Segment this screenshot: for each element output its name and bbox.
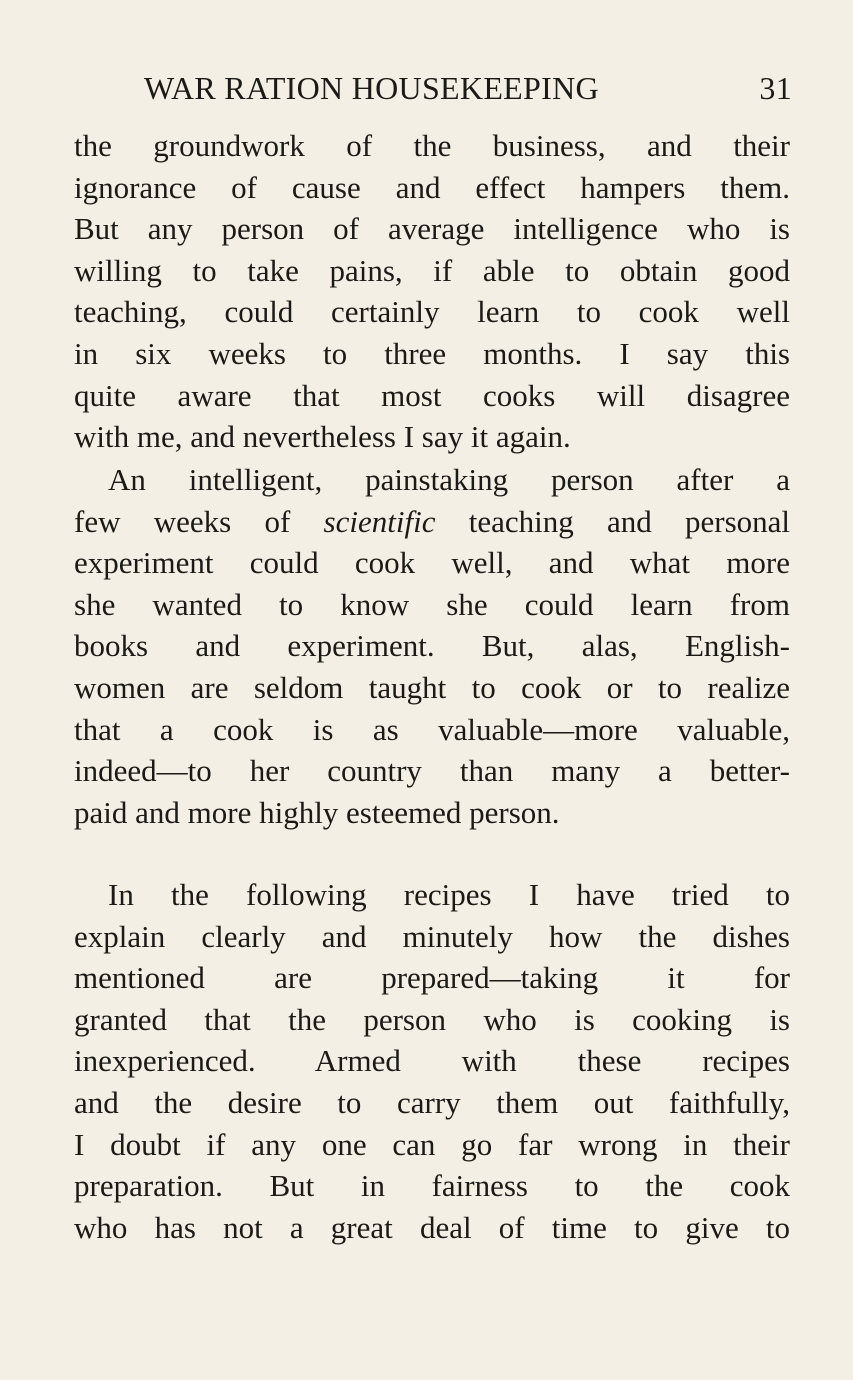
- text-line: ignorance of cause and effect hampers them.: [74, 169, 790, 205]
- paragraph-3: [74, 874, 790, 1248]
- text-line: paid and more highly esteemed person.: [74, 794, 560, 830]
- text-line: women are seldom taught to cook or to realize: [74, 669, 790, 705]
- text-line: indeed—to her country than many a better-: [74, 753, 790, 789]
- text-segment: few weeks of: [74, 503, 291, 539]
- text-line: mentioned are prepared—taking it for: [74, 960, 790, 996]
- italic-emphasis: scientific: [323, 503, 436, 539]
- text-line: quite aware that most cooks will disagree: [74, 377, 790, 413]
- text-line: experiment could cook well, and what more: [74, 545, 790, 581]
- text-line: An intelligent, painstaking person after a: [108, 462, 790, 497]
- text-line: who has not a great deal of time to give to: [74, 1209, 790, 1245]
- text-line: In the following recipes I have tried to: [108, 877, 790, 912]
- page-number: 31: [759, 70, 792, 106]
- text-line: But any person of average intelligence who is: [74, 211, 790, 247]
- text-line: preparation. But in fairness to the cook: [74, 1168, 790, 1204]
- text-line: I doubt if any one can go far wrong in their: [74, 1126, 790, 1162]
- running-title: WAR RATION HOUSEKEEPING: [144, 70, 599, 106]
- text-line: she wanted to know she could learn from: [74, 586, 790, 622]
- paragraph-2: [74, 459, 790, 833]
- running-header: [144, 66, 792, 110]
- text-line: in six weeks to three months. I say this: [74, 335, 790, 371]
- text-line: inexperienced. Armed with these recipes: [74, 1043, 790, 1079]
- text-line: that a cook is as valuable—more valuable,: [74, 711, 790, 747]
- text-line: [74, 501, 790, 543]
- text-line: the groundwork of the business, and their: [74, 128, 790, 163]
- text-line: books and experiment. But, alas, English-: [74, 628, 790, 664]
- text-line: willing to take pains, if able to obtain good: [74, 252, 790, 288]
- text-segment: teaching and personal: [468, 503, 791, 539]
- text-line: teaching, could certainly learn to cook well: [74, 294, 790, 330]
- text-line: explain clearly and minutely how the dishes: [74, 918, 790, 954]
- text-line: and the desire to carry them out faithfully,: [74, 1084, 790, 1120]
- text-line: with me, and nevertheless I say it again.: [74, 419, 571, 455]
- text-line: granted that the person who is cooking is: [74, 1001, 790, 1037]
- paragraph-1: [74, 125, 790, 458]
